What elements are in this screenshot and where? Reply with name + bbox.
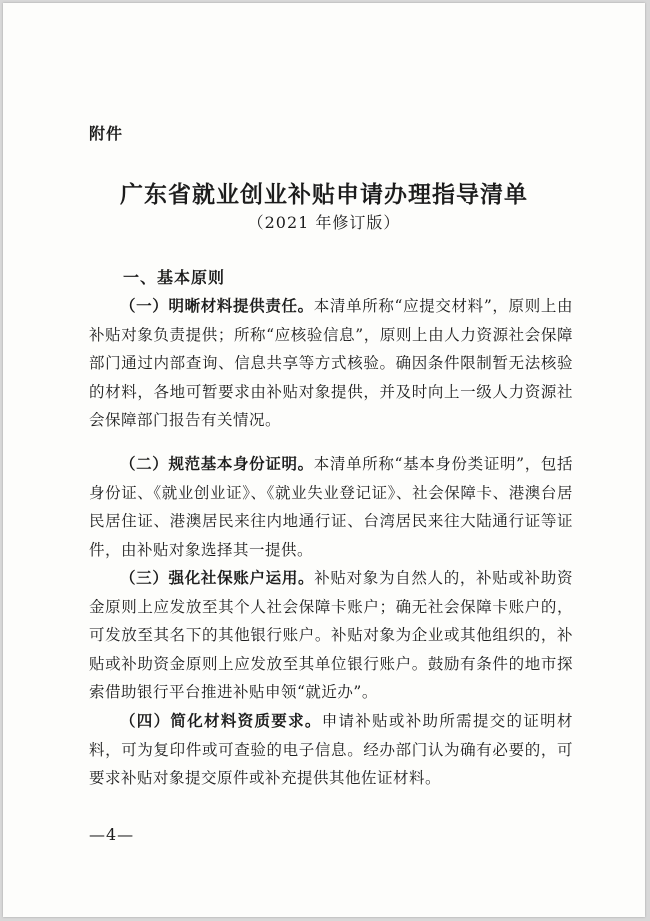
paragraph-lead: （一）明晰材料提供责任。 xyxy=(120,297,314,315)
paragraph-text: 补贴对象为自然人的，补贴或补助资金原则上应发放至其个人社会保障卡账户；确无社会保障卡账户的，可发放至其名下的其他银行账户。补贴对象为企业或其他组织的，补贴或补助资金原则上应发放至其单位银行账户。鼓励有条件的地市探索借助银行平台推进补贴申领“就近办”。 xyxy=(89,569,573,701)
paragraph-lead: （二）规范基本身份证明。 xyxy=(120,455,314,473)
paragraph-social-security-account xyxy=(89,564,573,707)
document-subtitle: （2021 年修订版） xyxy=(247,213,401,232)
paragraph-text: 本清单所称“基本身份类证明”，包括身份证、《就业创业证》、《就业失业登记证》、社会保障卡、港澳台居民居住证、港澳居民来往内地通行证、台湾居民来往大陆通行证等证件，由补贴对象选择其一提供。 xyxy=(89,455,573,559)
section-heading: 一、基本原则 xyxy=(123,268,226,287)
paragraph-identity-proof xyxy=(89,450,573,564)
paragraph-lead: （四）简化材料资质要求。 xyxy=(120,712,322,730)
paragraph-simplify-materials xyxy=(89,707,573,793)
paragraph-text: 申请补贴或补助所需提交的证明材料，可为复印件或可查验的电子信息。经办部门认为确有必要的，可要求补贴对象提交原件或补充提供其他佐证材料。 xyxy=(89,712,573,787)
document-page xyxy=(3,3,645,917)
paragraph-lead: （三）强化社保账户运用。 xyxy=(120,569,315,587)
document-title: 广东省就业创业补贴申请办理指导清单 xyxy=(120,181,528,208)
paragraph-clarify-materials xyxy=(89,292,573,435)
paragraph-text: 本清单所称“应提交材料”，原则上由补贴对象负责提供；所称“应核验信息”，原则上由人力资源社会保障部门通过内部查询、信息共享等方式核验。确因条件限制暂无法核验的材料，各地可暂要求由补贴对象提供，并及时向上一级人力资源社会保障部门报告有关情况。 xyxy=(89,297,573,429)
attachment-label: 附件 xyxy=(89,124,124,143)
page-number: —4— xyxy=(89,825,135,844)
